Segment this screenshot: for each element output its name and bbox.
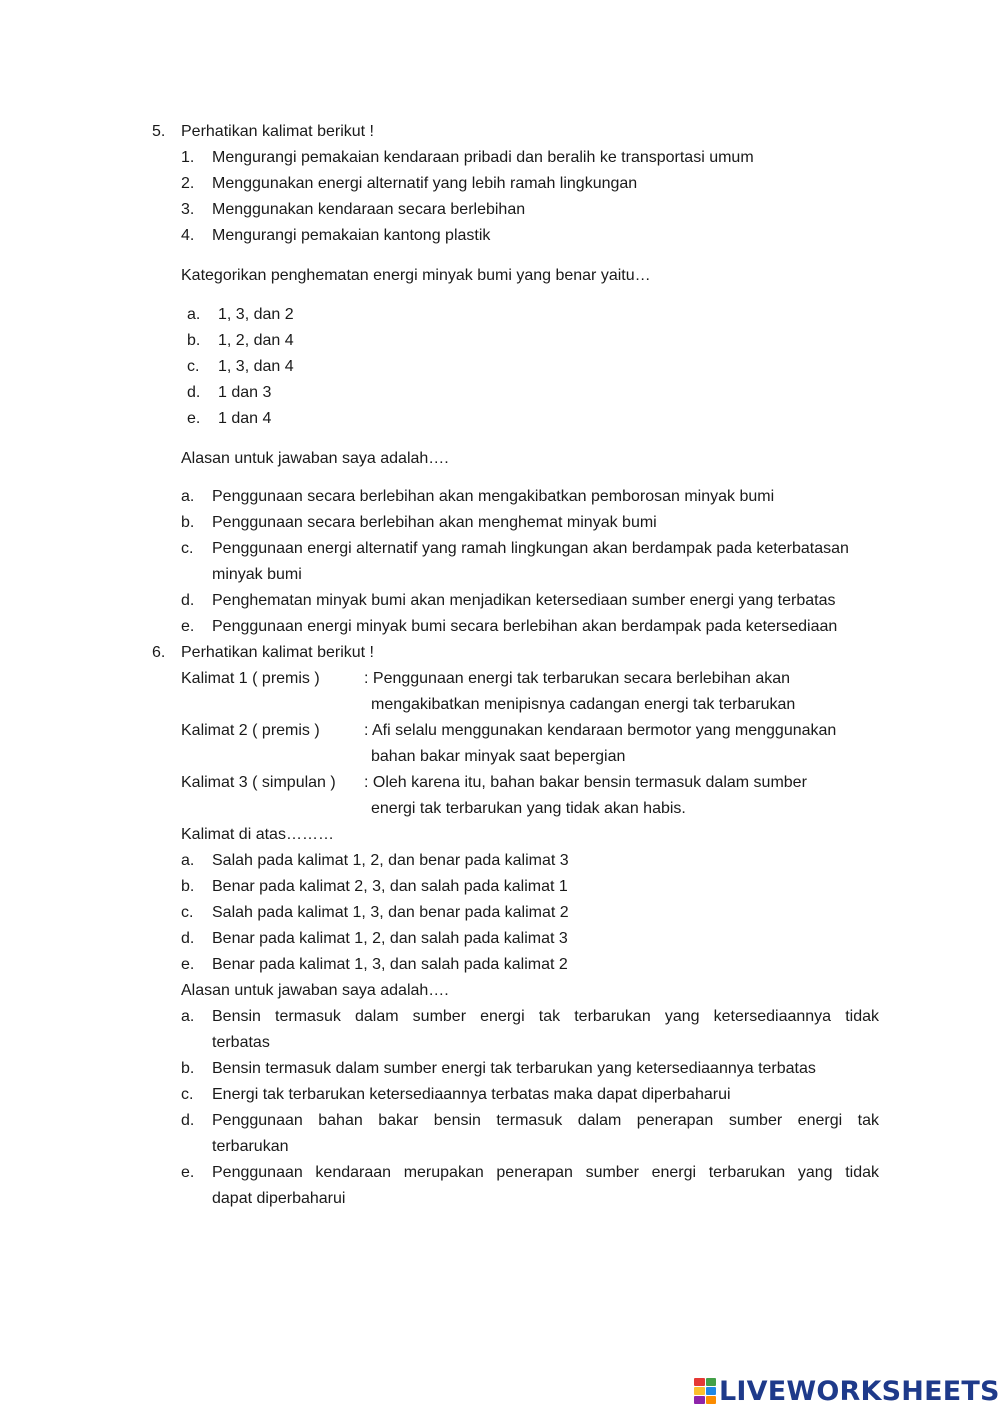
mark-cell bbox=[694, 1378, 705, 1386]
q5-number: 5. bbox=[152, 123, 166, 140]
mark-cell bbox=[694, 1387, 705, 1395]
mark-cell bbox=[706, 1396, 717, 1404]
liveworksheets-logo bbox=[694, 1374, 1000, 1408]
mark-cell bbox=[694, 1396, 705, 1404]
liveworksheets-mark-icon bbox=[694, 1378, 716, 1404]
liveworksheets-wordmark: LIVEWORKSHEETS bbox=[719, 1375, 1000, 1407]
mark-cell bbox=[706, 1387, 717, 1395]
q6-number: 6. bbox=[152, 644, 166, 661]
mark-cell bbox=[706, 1378, 717, 1386]
q6-stem: Perhatikan kalimat berikut ! bbox=[181, 644, 374, 661]
worksheet-page: 5. Perhatikan kalimat berikut ! 1. Mengurangi pemakaian kendaraan pribadi dan beralih ke transportasi umum 2. Menggunakan energi alternatif yang lebih ramah lingkungan 3. Menggunakan kendaraan secara berlebihan 4. Mengurangi pemakaian kantong plastik Kategorikan penghematan energi minyak bumi yang benar yaitu… a. 1, 3, dan 2 b. 1, 2, dan 4 c. 1, 3, dan 4 d. 1 dan 3 e. 1 dan 4 Alasan untuk jawaban saya adalah…. a. Penggunaan secara berlebihan akan mengakibatkan pemborosan minyak bumi b. Penggunaan secara berlebihan akan menghemat minyak bumi c. Penggunaan energi alternatif yang ramah lingkungan akan berdampak pada keterbatasan minyak bumi d. Penghematan minyak bumi akan menjadikan ketersediaan sumber energi yang terbatas e. Penggunaan energi minyak bumi secara berlebihan akan berdampak pada ketersediaan 6. Perhatikan kalimat berikut ! Kalimat 1 ( premis ) : Penggunaan energi tak terbarukan secara berlebihan akan mengakibatkan menipisnya cadangan energi tak terbarukan Kalimat 2 ( premis ) : Afi selalu menggunakan kendaraan bermotor yang menggunakan bahan bakar minyak saat bepergian Kalimat 3 ( simpulan ) : Oleh karena itu, bahan bakar bensin termasuk dalam sumber energi tak terbarukan yang tidak akan habis. Kalimat di atas……… a. Salah pada kalimat 1, 2, dan benar pada kalimat 3 b. Benar pada kalimat 2, 3, dan salah pada kalimat 1 c. Salah pada kalimat 1, 3, dan benar pada kalimat 2 d. Benar pada kalimat 1, 2, dan salah pada kalimat 3 e. Benar pada kalimat 1, 3, dan salah pada kalimat 2 Alasan untuk jawaban saya adalah…. a. Bensin termasuk dalam sumber energi tak terbarukan yang ketersediaannya tidak terbatas b. Bensin termasuk dalam sumber energi tak terbarukan yang ketersediaannya terbatas c. Energi tak terbarukan ketersediaannya terbatas maka dapat diperbaharui d. Penggunaan bahan bakar bensin termasuk dalam penerapan sumber energi tak terbarukan e. Penggunaan kendaraan merupakan penerapan sumber energi terbarukan yang tidak dapat diperbaharui LIVEWORKSHEETS bbox=[0, 0, 1000, 1414]
q5-stem: Perhatikan kalimat berikut ! bbox=[181, 123, 374, 140]
